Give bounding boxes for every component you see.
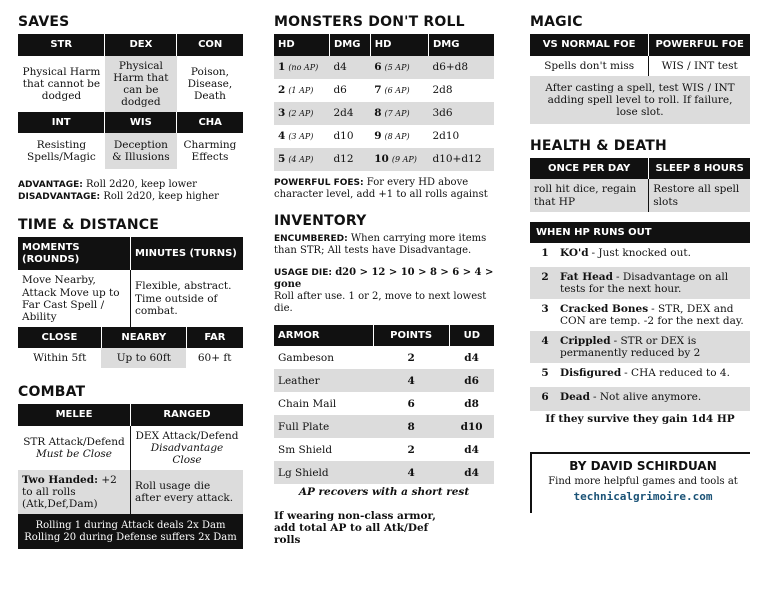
monster-header: HD <box>274 34 329 56</box>
distance-value: Within 5ft <box>33 352 87 365</box>
save-header: DEX <box>105 34 177 56</box>
monster-row <box>274 79 494 102</box>
monster-cell: 8 (7 AP) <box>374 107 410 120</box>
minutes-text: Flexible, abstract. Time outside of combat. <box>131 270 244 326</box>
critical-rules: Rolling 1 during Attack deals 2x Dam Rolling 20 during Defense suffers 2x Dam <box>18 514 243 549</box>
monsters-title: MONSTERS DON'T ROLL <box>274 14 465 30</box>
credit-link[interactable]: technicalgrimoire.com <box>573 489 713 503</box>
armor-row <box>274 346 494 369</box>
hp-list-number: 4 <box>541 335 549 348</box>
normal-foe-header: VS NORMAL FOE <box>530 34 649 56</box>
armor-cell: d4 <box>464 466 479 479</box>
monster-cell: d12 <box>333 153 354 166</box>
combat-title: COMBAT <box>18 384 86 401</box>
ap-note: AP recovers with a short rest <box>298 486 470 499</box>
monster-row <box>274 148 494 171</box>
moments-header: MOMENTS (ROUNDS) <box>18 237 131 270</box>
armor-header: POINTS <box>373 325 449 347</box>
after-casting-rule: After casting a spell, test WIS / INT adding spell level to roll. If failure, lose slot. <box>530 76 750 124</box>
hp-list-text: Dead - Not alive anymore. <box>560 391 702 404</box>
monster-cell: d10 <box>333 130 354 143</box>
hp-list-text: Disfigured - CHA reduced to 4. <box>560 367 730 380</box>
ranged-header: RANGED <box>131 404 244 426</box>
monster-cell: 2d4 <box>333 107 354 120</box>
monster-cell: d10+d12 <box>432 153 482 166</box>
save-cell: Physical Harm that cannot be dodged <box>22 65 101 102</box>
monster-cell: 2d10 <box>432 130 460 143</box>
monster-header: DMG <box>428 34 494 56</box>
combat-table <box>18 404 243 514</box>
armor-row <box>274 369 494 392</box>
armor-cell: 2 <box>407 443 415 456</box>
credit-tagline: Find more helpful games and tools at <box>548 476 738 488</box>
armor-cell: Leather <box>278 374 320 387</box>
save-header: WIS <box>105 112 177 134</box>
column-left <box>18 14 243 549</box>
monster-cell: 6 (5 AP) <box>374 61 410 74</box>
hp-list-text: Fat Head - Disadvantage on all tests for the next hour. <box>560 271 729 296</box>
save-header: STR <box>18 34 105 56</box>
hp-list-number: 6 <box>541 391 549 404</box>
armor-header: ARMOR <box>274 325 373 347</box>
armor-cell: d4 <box>464 443 479 456</box>
hp-list-text: Crippled - STR or DEX is permanently reduced by 2 <box>560 335 701 360</box>
monster-cell: d6+d8 <box>432 61 469 74</box>
save-cell: Charming Effects <box>183 139 237 164</box>
armor-row <box>274 415 494 438</box>
credit-box <box>530 452 750 514</box>
save-header: CON <box>177 34 243 56</box>
save-header: INT <box>18 112 105 134</box>
monster-cell: 3 (2 AP) <box>278 107 314 120</box>
armor-cell: Gambeson <box>278 351 335 364</box>
two-handed-cell: Two Handed: +2 to all rolls (Atk,Def,Dam) <box>18 470 131 514</box>
hp-list-item <box>530 331 750 363</box>
monster-header: HD <box>370 34 428 56</box>
monster-cell: 9 (8 AP) <box>374 130 410 143</box>
armor-table <box>274 325 494 485</box>
powerful-foes-rule: POWERFUL FOES: For every HD above character level, add +1 to all rolls against <box>274 176 488 200</box>
normal-foe-cell: Spells don't miss <box>544 59 635 72</box>
column-right <box>530 14 750 513</box>
magic-table <box>530 34 750 124</box>
sleep-header: SLEEP 8 HOURS <box>649 158 750 180</box>
monster-cell: 5 (4 AP) <box>278 153 314 166</box>
melee-header: MELEE <box>18 404 131 426</box>
hp-list-text: Cracked Bones - STR, DEX and CON are temp. -2 for the next day. <box>560 303 744 328</box>
armor-row <box>274 438 494 461</box>
inventory-title: INVENTORY <box>274 212 367 229</box>
armor-cell: d4 <box>464 351 479 364</box>
time-table <box>18 237 243 326</box>
armor-cell: d10 <box>460 420 483 433</box>
health-title: HEALTH & DEATH <box>530 137 667 154</box>
armor-row <box>274 461 494 484</box>
ranged-cell: DEX Attack/Defend Disadvantage Close <box>131 426 244 470</box>
advantage-rule: ADVANTAGE: Roll 2d20, keep lower DISADVANTAGE: Roll 2d20, keep higher <box>18 179 219 203</box>
monster-cell: 2d8 <box>432 84 453 97</box>
sleep-cell: Restore all spell slots <box>649 179 750 211</box>
monster-cell: d6 <box>333 84 347 97</box>
distance-header: NEARBY <box>101 327 186 349</box>
monster-cell: 7 (6 AP) <box>374 84 410 97</box>
survive-note: If they survive they gain 1d4 HP <box>545 413 735 426</box>
monster-row <box>274 56 494 79</box>
hp-runs-out-list <box>530 243 750 411</box>
powerful-foe-cell: WIS / INT test <box>649 56 750 76</box>
armor-cell: d6 <box>464 374 479 387</box>
armor-cell: 6 <box>407 397 415 410</box>
magic-title: MAGIC <box>530 14 583 30</box>
save-cell: Poison, Disease, Death <box>187 65 233 102</box>
hp-list-text: KO'd - Just knocked out. <box>560 247 691 260</box>
armor-cell: 8 <box>407 420 415 433</box>
armor-cell: Lg Shield <box>278 466 329 479</box>
distance-table <box>18 327 243 369</box>
armor-cell: Full Plate <box>278 420 330 433</box>
hp-list-item <box>530 243 750 267</box>
distance-value: Up to 60ft <box>101 348 186 368</box>
hp-list-number: 1 <box>541 247 549 260</box>
monster-cell: 3d6 <box>432 107 453 120</box>
monster-header: DMG <box>329 34 370 56</box>
armor-cell: 4 <box>407 466 415 479</box>
hp-list-item <box>530 267 750 299</box>
save-cell: Physical Harm that can be dodged <box>105 56 177 112</box>
hp-runs-out-header: WHEN HP RUNS OUT <box>530 222 750 244</box>
armor-cell: Chain Mail <box>278 397 337 410</box>
monster-cell: 4 (3 AP) <box>278 130 314 143</box>
distance-header: FAR <box>186 327 243 349</box>
monster-row <box>274 102 494 125</box>
once-per-day-cell: roll hit dice, regain that HP <box>530 179 649 211</box>
armor-header: UD <box>449 325 494 347</box>
melee-cell: STR Attack/Defend Must be Close <box>23 435 125 460</box>
monsters-table <box>274 34 494 171</box>
once-per-day-header: ONCE PER DAY <box>530 158 649 180</box>
monster-cell: 10 (9 AP) <box>374 153 417 166</box>
ranged-usage-cell: Roll usage die after every attack. <box>131 470 244 514</box>
armor-cell: Sm Shield <box>278 443 333 456</box>
armor-cell: 2 <box>407 351 415 364</box>
monster-cell: d4 <box>333 61 347 74</box>
usage-die-rule: USAGE DIE: d20 > 12 > 10 > 8 > 6 > 4 > gone Roll after use. 1 or 2, move to next lowest die. <box>274 266 494 314</box>
encumbered-rule: ENCUMBERED: When carrying more items than STR; All tests have Disadvantage. <box>274 232 487 256</box>
monster-row <box>274 125 494 148</box>
distance-header: CLOSE <box>18 327 101 349</box>
health-table <box>530 158 750 212</box>
hp-list-item <box>530 363 750 387</box>
non-class-armor-note: If wearing non-class armor, add total AP to all Atk/Def rolls <box>274 510 436 547</box>
save-cell: Deception & Illusions <box>105 133 177 169</box>
minutes-header: MINUTES (TURNS) <box>131 237 244 270</box>
hp-list-item <box>530 299 750 331</box>
credit-byline: BY DAVID SCHIRDUAN <box>569 458 717 473</box>
distance-value: 60+ ft <box>197 352 232 365</box>
column-middle <box>274 14 494 546</box>
hp-list-item <box>530 387 750 411</box>
save-header: CHA <box>177 112 243 134</box>
time-title: TIME & DISTANCE <box>18 217 159 234</box>
monster-cell: 2 (1 AP) <box>278 84 314 97</box>
hp-list-number: 2 <box>541 271 549 284</box>
armor-cell: d8 <box>464 397 479 410</box>
armor-cell: 4 <box>407 374 415 387</box>
saves-table <box>18 34 243 169</box>
saves-title: SAVES <box>18 14 70 30</box>
armor-row <box>274 392 494 415</box>
save-cell: Resisting Spells/Magic <box>27 139 96 164</box>
hp-list-number: 5 <box>541 367 549 380</box>
moments-text: Move Nearby, Attack Move up to Far Cast Spell / Ability <box>22 274 120 323</box>
monster-cell: 1 (no AP) <box>278 61 319 74</box>
powerful-foe-header: POWERFUL FOE <box>649 34 750 56</box>
hp-list-number: 3 <box>541 303 549 316</box>
